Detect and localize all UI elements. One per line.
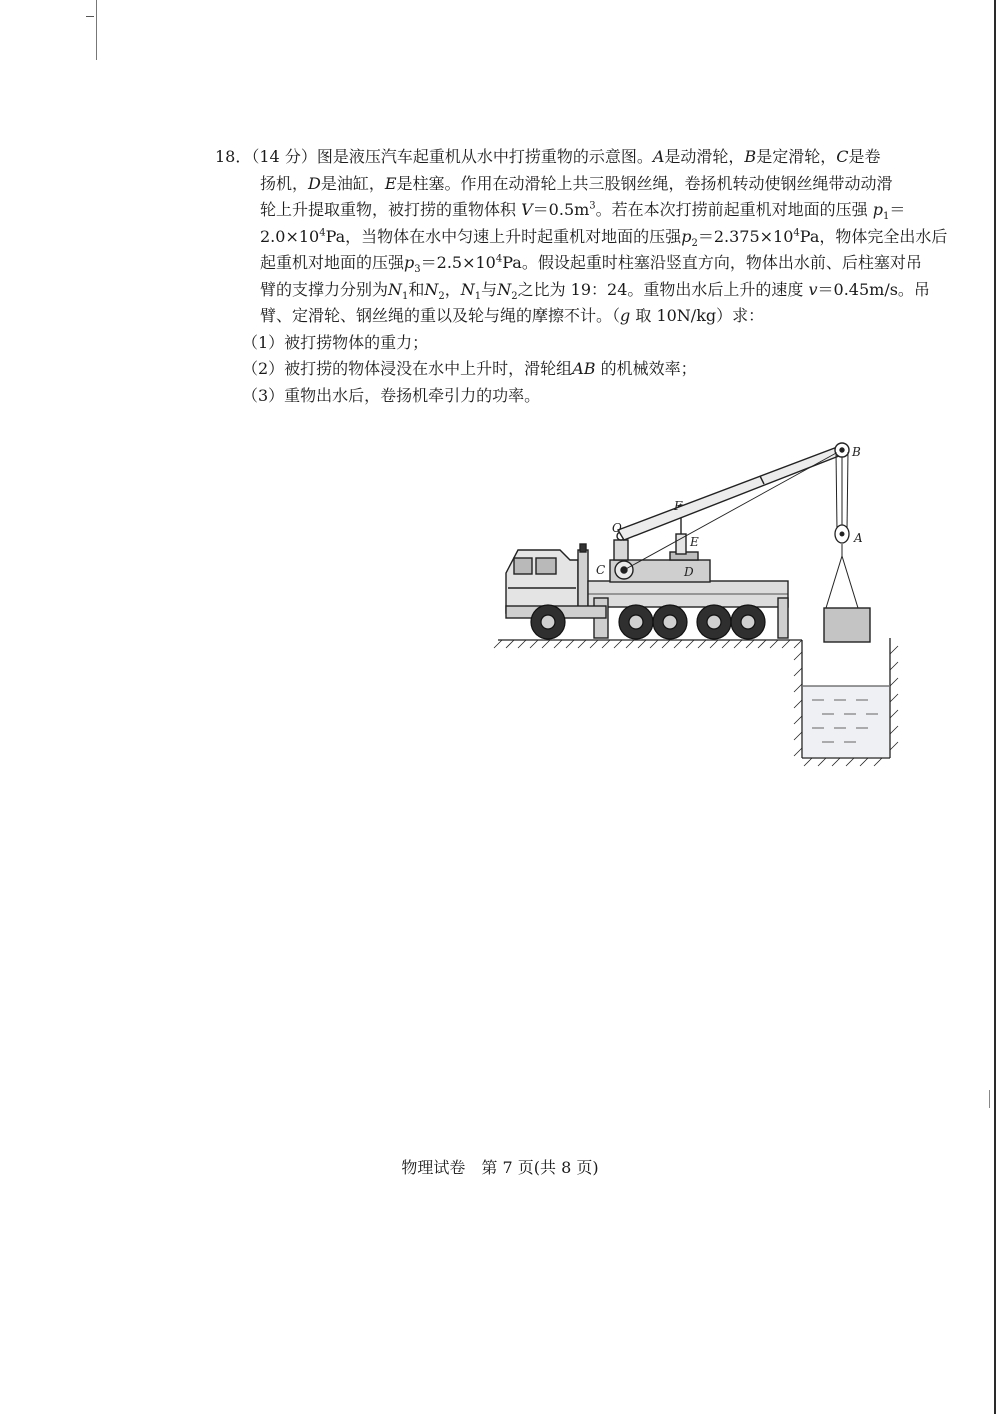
- question-score: （14 分）: [251, 147, 317, 166]
- question-18: [215, 144, 948, 409]
- load-block: [824, 608, 870, 642]
- pulley-ropes: [826, 452, 858, 608]
- crane-diagram-svg: [490, 438, 910, 768]
- water: [803, 686, 889, 757]
- label-e: E: [690, 535, 699, 549]
- label-f: F: [674, 499, 683, 513]
- label-a: A: [854, 531, 863, 545]
- truck-cab: [506, 544, 588, 613]
- scan-edge-right: [994, 0, 996, 1414]
- question-line-1: 18．（14 分）图是液压汽车起重机从水中打捞重物的示意图。A是动滑轮，B是定滑轮，C是卷: [215, 147, 881, 166]
- label-b: B: [852, 445, 861, 459]
- sub-question-1: （1）被打捞物体的重力；: [242, 332, 429, 352]
- question-line-4: $2.0\times 10^4Pa$，当物体在水中匀速上升时起重机对地面的压强$p_2=2.375\times 10^4Pa$，物体完全出水后: [260, 226, 948, 249]
- label-d: D: [684, 565, 694, 579]
- question-number: 18．: [215, 147, 252, 166]
- sub-question-3: （3）重物出水后，卷扬机牵引力的功率。: [242, 385, 541, 405]
- scan-mark: [989, 1090, 990, 1108]
- crane-boom: [618, 443, 849, 570]
- sub-question-2: （2）被打捞的物体浸没在水中上升时，滑轮组AB 的机械效率；: [242, 359, 697, 378]
- label-c: C: [596, 563, 606, 577]
- question-line-3: 轮上升提取重物，被打捞的重物体积 $V=0.5m^3$。若在本次打捞前起重机对地面的压强 $p_1=$: [260, 200, 906, 223]
- scan-edge: [96, 0, 97, 60]
- question-line-6: 臂的支撑力分别为$N_1$和$N_2$，$N_1$与$N_2$之比为 19：24。重物出水后上升的速度 v＝0.45m/s。吊: [260, 279, 930, 302]
- question-line-7: 臂、定滑轮、钢丝绳的重以及轮与绳的摩擦不计。（g 取 10N/kg）求：: [260, 306, 765, 325]
- crane-diagram: [490, 438, 910, 768]
- label-o: O: [612, 521, 622, 535]
- question-line-5: 起重机对地面的压强$p_3=2.5\times 10^4Pa$。假设起重时柱塞沿竖直方向，物体出水前、后柱塞对吊: [260, 253, 922, 276]
- page-footer: 物理试卷 第 7 页(共 8 页): [401, 1158, 599, 1177]
- scan-mark: [86, 16, 94, 17]
- question-line-2: 扬机，D是油缸，E是柱塞。作用在动滑轮上共三股钢丝绳，卷扬机转动使钢丝绳带动动滑: [260, 173, 893, 193]
